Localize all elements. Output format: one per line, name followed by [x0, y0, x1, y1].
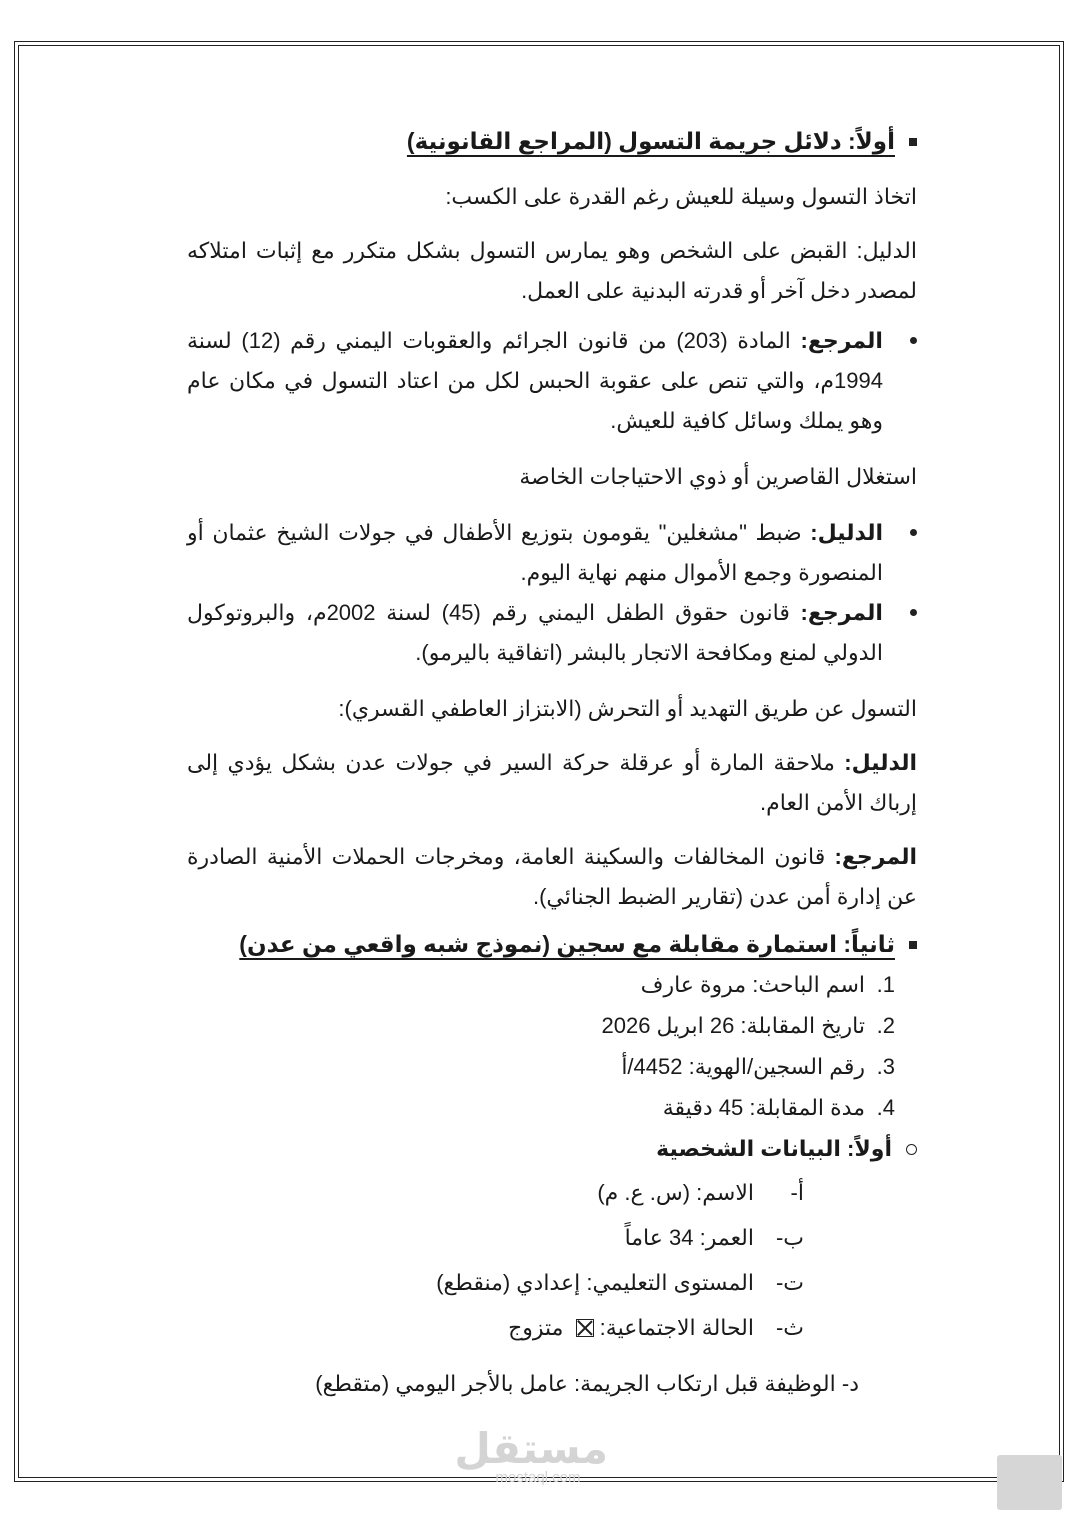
list-number: 1. — [876, 972, 895, 997]
ref3-label: المرجع: — [834, 844, 917, 869]
list-letter: أ- — [790, 1180, 804, 1205]
topic3: التسول عن طريق التهديد أو التحرش (الابتزاز العاطفي القسري): — [338, 696, 917, 721]
list-text: العمر: 34 عاماً — [624, 1225, 754, 1250]
square-bullet-icon — [909, 138, 917, 146]
corner-action-button[interactable] — [997, 1455, 1062, 1510]
list-letter: ث- — [775, 1315, 804, 1340]
list-text: اسم الباحث: مروة عارف — [640, 972, 865, 997]
list-item — [187, 1087, 895, 1128]
bullet-dot-icon — [910, 529, 917, 536]
evidence3-text: ملاحقة المارة أو عرقلة حركة السير في جولات عدن بشكل يؤدي إلى إرباك الأمن العام. — [187, 750, 917, 815]
section1-heading-text: أولاً: دلائل جريمة التسول (المراجع القانونية) — [406, 128, 895, 154]
personal-data-heading-text: أولاً: البيانات الشخصية — [656, 1136, 892, 1161]
ref1-list — [187, 321, 917, 441]
personal-data-list — [187, 1170, 917, 1350]
list-letter: ت- — [775, 1270, 804, 1295]
list-item — [187, 964, 895, 1005]
evidence3-label: الدليل: — [844, 750, 917, 775]
list-text: مدة المقابلة: 45 دقيقة — [662, 1095, 865, 1120]
evidence2-text: ضبط "مشغلين" يقومون بتوزيع الأطفال في جولات الشيخ عثمان أو المنصورة وجمع الأموال منهم نهاية اليوم. — [187, 520, 883, 585]
list-text: المستوى التعليمي: إعدادي (منقطع) — [436, 1270, 754, 1295]
list-item — [187, 1046, 895, 1087]
list-text: الحالة الاجتماعية: — [593, 1315, 754, 1340]
ref1-text: المادة (203) من قانون الجرائم والعقوبات اليمني رقم (12) لسنة 1994م، والتي تنص على عقوبة الحبس لكل من اعتاد التسول في مكان عام وهو يملك وسائل كافية للعيش. — [187, 328, 883, 433]
section2-heading — [187, 931, 917, 958]
list-item — [187, 1170, 917, 1215]
list-text-after: متزوج — [508, 1315, 570, 1340]
list-item — [187, 1260, 917, 1305]
section2-heading-text: ثانياً: استمارة مقابلة مع سجين (نموذج شبه واقعي من عدن) — [239, 931, 895, 957]
interview-info-list — [187, 964, 917, 1128]
evidence2-label: الدليل: — [810, 520, 883, 545]
evidence2-item — [187, 513, 917, 593]
evidence3 — [187, 743, 917, 823]
circle-bullet-icon — [906, 1144, 917, 1155]
list-item — [187, 1305, 917, 1350]
ref3-text: قانون المخالفات والسكينة العامة، ومخرجات الحملات الأمنية الصادرة عن إدارة أمن عدن (تقارير الضبط الجنائي). — [187, 844, 917, 909]
list-item — [187, 1005, 895, 1046]
ref1-label: المرجع: — [800, 328, 883, 353]
topic1: اتخاذ التسول وسيلة للعيش رغم القدرة على الكسب: — [445, 184, 917, 209]
list-text: رقم السجين/الهوية: 4452/أ — [621, 1054, 865, 1079]
list-letter: ب- — [775, 1225, 804, 1250]
checked-box-icon — [576, 1319, 594, 1337]
bullet-dot-icon — [910, 337, 917, 344]
list-text: الاسم: (س. ع. م) — [597, 1180, 754, 1205]
ref2-item — [187, 593, 917, 673]
section1-heading — [187, 128, 917, 155]
watermark-brand: مستقل — [454, 1425, 608, 1472]
ref2-text: قانون حقوق الطفل اليمني رقم (45) لسنة 2002م، والبروتوكول الدولي لمنع ومكافحة الاتجار بالبشر (اتفاقية باليرمو). — [187, 600, 883, 665]
list-item — [187, 1215, 917, 1260]
list-number: 4. — [876, 1095, 895, 1120]
list-number: 2. — [876, 1013, 895, 1038]
evidence1: الدليل: القبض على الشخص وهو يمارس التسول بشكل متكرر مع إثبات امتلاكه لمصدر دخل آخر أو قدرته البدنية على العمل. — [187, 238, 917, 303]
list-text: تاريخ المقابلة: 26 ابريل 2026 — [601, 1013, 865, 1038]
list-number: 3. — [876, 1054, 895, 1079]
personal-data-heading — [187, 1128, 917, 1170]
ref3 — [187, 837, 917, 917]
topic2: استغلال القاصرين أو ذوي الاحتياجات الخاصة — [519, 464, 917, 489]
square-bullet-icon — [909, 941, 917, 949]
ref2-label: المرجع: — [800, 600, 883, 625]
ref1-item — [187, 321, 917, 441]
watermark-domain: mostaql.com — [495, 1469, 581, 1486]
bullet-dot-icon — [910, 609, 917, 616]
document-content — [187, 120, 917, 1404]
mostaql-watermark — [454, 1425, 608, 1486]
job-line: د- الوظيفة قبل ارتكاب الجريمة: عامل بالأجر اليومي (متقطع) — [315, 1371, 859, 1396]
topic2-list — [187, 513, 917, 673]
